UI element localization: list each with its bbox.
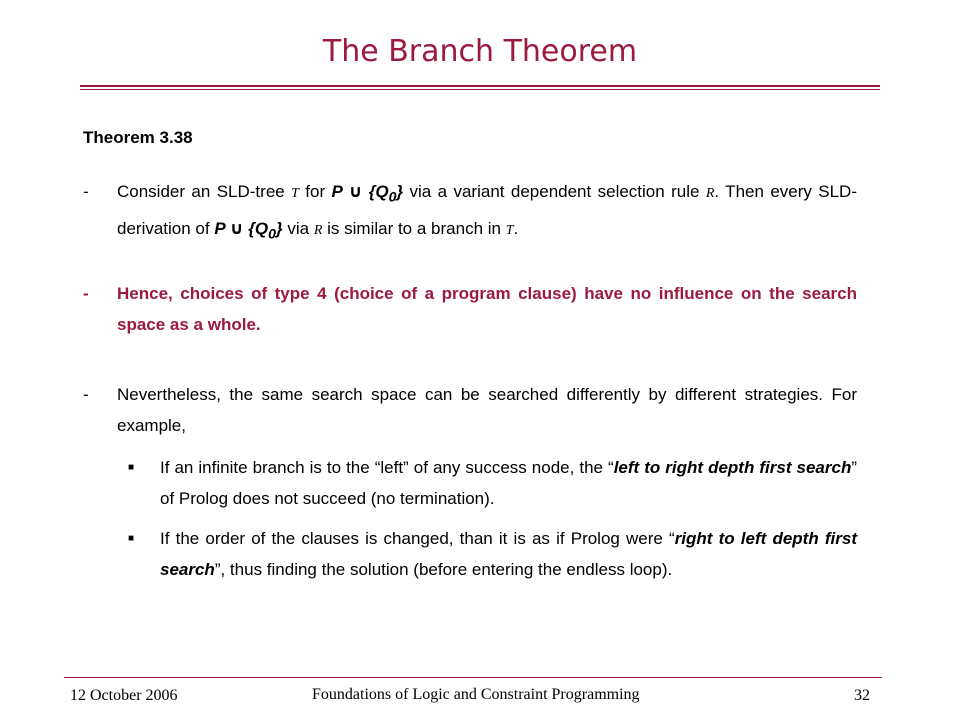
theorem-label: Theorem 3.38 [83,128,193,147]
bullet-item-3 [83,379,857,441]
sub-bullet-item-1 [128,452,857,514]
sub-bullet-item-2 [128,523,857,585]
bullet-item-1 [83,176,857,251]
bullet-dash: - [83,385,89,404]
footer-page-number: 32 [854,687,870,704]
title-rule [80,85,880,87]
footer-course-title: Foundations of Logic and Constraint Programming [312,686,640,703]
sub-bullet-text-2: If the order of the clauses is changed, than it is as if Prolog were “right to left depth first search”, thus finding the solution (before entering the endless loop). [160,529,857,579]
footer-rule [64,677,882,678]
square-bullet-icon: ■ [128,533,135,544]
title-rule-thin [80,89,880,90]
bullet-text-3: Nevertheless, the same search space can be searched differently by different strategies. For example, [117,385,857,435]
bullet-dash: - [83,182,89,201]
square-bullet-icon: ■ [128,462,135,473]
sub-bullet-text-1: If an infinite branch is to the “left” of any success node, the “left to right depth first search” of Prolog does not succeed (no termination). [160,458,858,508]
bullet-text-2: Hence, choices of type 4 (choice of a program clause) have no influence on the search space as a whole. [117,284,857,334]
bullet-dash: - [83,284,89,303]
bullet-item-2 [83,278,857,340]
slide-title: The Branch Theorem [322,34,638,69]
bullet-text-1: Consider an SLD-tree T for P ∪ $\{Q_0\}$ via a variant dependent selection rule R. Then every SLD-derivation of P ∪ $\{Q_0\}$ via R is similar to a branch in T. [117,182,857,243]
footer-date: 12 October 2006 [70,687,178,704]
